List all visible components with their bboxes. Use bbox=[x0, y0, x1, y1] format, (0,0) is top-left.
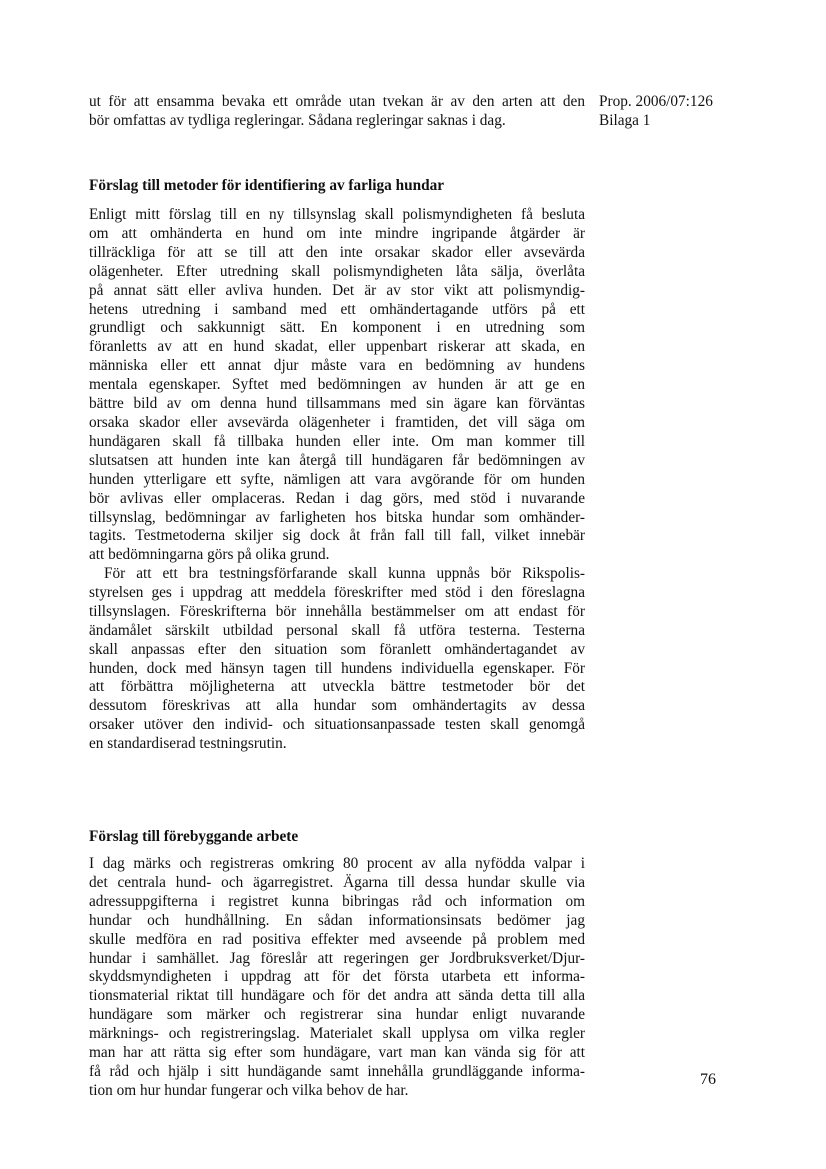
text-line: tion om hur hundar fungerar och vilka behov de har. bbox=[89, 1081, 409, 1099]
text-line: hundar och hundhållning. En sådan informationsinsats bedömer jag bbox=[89, 911, 585, 929]
text-line: tagits. Testmetoderna skiljer sig dock åt från fall till fall, vilket innebär bbox=[89, 527, 585, 545]
text-line: att bedömningarna görs på olika grund. bbox=[89, 546, 330, 564]
text-line: hundägare som märker och registrerar sina hundar enligt nuvarande bbox=[89, 1006, 585, 1024]
text-line: För att ett bra testningsförfarande skall kunna uppnås bör Rikspolis- bbox=[104, 565, 585, 582]
text-line: bör omfattas av tydliga regleringar. Sådana regleringar saknas i dag. bbox=[89, 111, 506, 129]
text-line: bättre bild av om denna hund tillsammans med sin ägare kan förväntas bbox=[89, 395, 585, 413]
text-line: ändamålet särskilt utbildad personal skall få utföra testerna. Testerna bbox=[89, 621, 585, 639]
text-line: tillsynslagen. Föreskrifterna bör innehålla bestämmelser om att endast för bbox=[89, 602, 585, 620]
text-line: en standardiserad testningsrutin. bbox=[89, 735, 287, 753]
text-line: hundägaren skall få tillbaka hunden eller inte. Om man kommer till bbox=[89, 432, 585, 450]
section-heading-prevention: Förslag till förebyggande arbete bbox=[89, 828, 299, 845]
text-line: tillsynslag, bedömningar av farligheten hos bitska hundar som omhänder- bbox=[89, 508, 585, 526]
text-line: olägenheter. Efter utredning skall polismyndigheten låta sälja, överlåta bbox=[89, 262, 585, 280]
text-line: hundar i samhället. Jag föreslår att regeringen ger Jordbruksverket/Djur- bbox=[89, 949, 585, 967]
text-line: skyddsmyndigheten i uppdrag att för det första utarbeta ett informa- bbox=[89, 968, 585, 986]
text-line: skall anpassas efter den situation som föranlett omhändertagandet av bbox=[89, 640, 585, 658]
margin-reference bbox=[599, 93, 713, 131]
text-line: om att omhänderta en hund om inte mindre ingripande åtgärder är bbox=[89, 224, 585, 242]
text-line: orsaka skador eller avsevärda olägenheter i framtiden, det vill säga om bbox=[89, 413, 585, 431]
text-line: ut för att ensamma bevaka ett område utan tvekan är av den arten att den bbox=[89, 93, 585, 110]
text-line: märknings- och registreringslag. Materialet skall upplysa om vilka regler bbox=[89, 1025, 585, 1043]
section1-paragraph1 bbox=[89, 206, 585, 565]
text-line: föranletts av att en hund skadat, eller uppenbart riskerar att skada, en bbox=[89, 338, 585, 356]
text-line: grundligt och sakkunnigt sätt. En komponent i en utredning som bbox=[89, 319, 585, 337]
text-line: orsaker utöver den individ- och situationsanpassade testen skall genomgå bbox=[89, 716, 585, 734]
text-line: hunden, dock med hänsyn tagen till hundens individuella egenskaper. För bbox=[89, 659, 585, 677]
text-line: adressuppgifterna i registret kunna bibringas råd och information om bbox=[89, 892, 585, 910]
text-line: tillräckliga för att se till att den inte orsakar skador eller avsevärda bbox=[89, 243, 585, 261]
text-line: man har att rätta sig efter som hundägare, vart man kan vända sig för att bbox=[89, 1044, 585, 1062]
text-line: att förbättra möjligheterna att utveckla bättre testmetoder bör det bbox=[89, 678, 585, 696]
text-line: hunden ytterligare ett syfte, nämligen att vara avgörande för om hunden bbox=[89, 470, 585, 488]
text-line: Enligt mitt förslag till en ny tillsynslag skall polismyndigheten få besluta bbox=[89, 206, 585, 223]
prop-reference: Prop. 2006/07:126 bbox=[599, 93, 713, 110]
intro-paragraph bbox=[89, 93, 585, 131]
text-line: på annat sätt eller avliva hunden. Det är av stor vikt att polismyndig- bbox=[89, 281, 585, 299]
text-line: slutsatsen att hunden inte kan återgå till hundägaren får bedömningen av bbox=[89, 451, 585, 469]
bilaga-label: Bilaga 1 bbox=[599, 111, 651, 129]
section-heading-identification: Förslag till metoder för identifiering av farliga hundar bbox=[89, 177, 445, 194]
text-line: det centrala hund- och ägarregistret. Ägarna till dessa hundar skulle via bbox=[89, 873, 585, 891]
text-line: hetens utredning i samband med ett omhändertagande utförs på ett bbox=[89, 300, 585, 318]
page-number: 76 bbox=[700, 1071, 716, 1088]
text-line: få råd och hjälp i sitt hundägande samt innehålla grundläggande informa- bbox=[89, 1062, 585, 1080]
text-line: skulle medföra en rad positiva effekter med avseende på problem med bbox=[89, 930, 585, 948]
text-line: människa eller ett annat djur måste vara en bedömning av hundens bbox=[89, 357, 585, 375]
text-line: I dag märks och registreras omkring 80 procent av alla nyfödda valpar i bbox=[89, 855, 585, 872]
text-line: mentala egenskaper. Syftet med bedömningen av hunden är att ge en bbox=[89, 376, 585, 394]
text-line: dessutom föreskrivas att alla hundar som omhändertagits av dessa bbox=[89, 697, 585, 715]
section1-paragraph2 bbox=[89, 565, 585, 754]
section2-paragraph1 bbox=[89, 855, 585, 1101]
text-line: tionsmaterial riktat till hundägare och för det andra att sända detta till alla bbox=[89, 987, 585, 1005]
text-line: styrelsen ges i uppdrag att meddela föreskrifter med stöd i den föreslagna bbox=[89, 583, 585, 601]
text-line: bör avlivas eller omplaceras. Redan i dag görs, med stöd i nuvarande bbox=[89, 489, 585, 507]
